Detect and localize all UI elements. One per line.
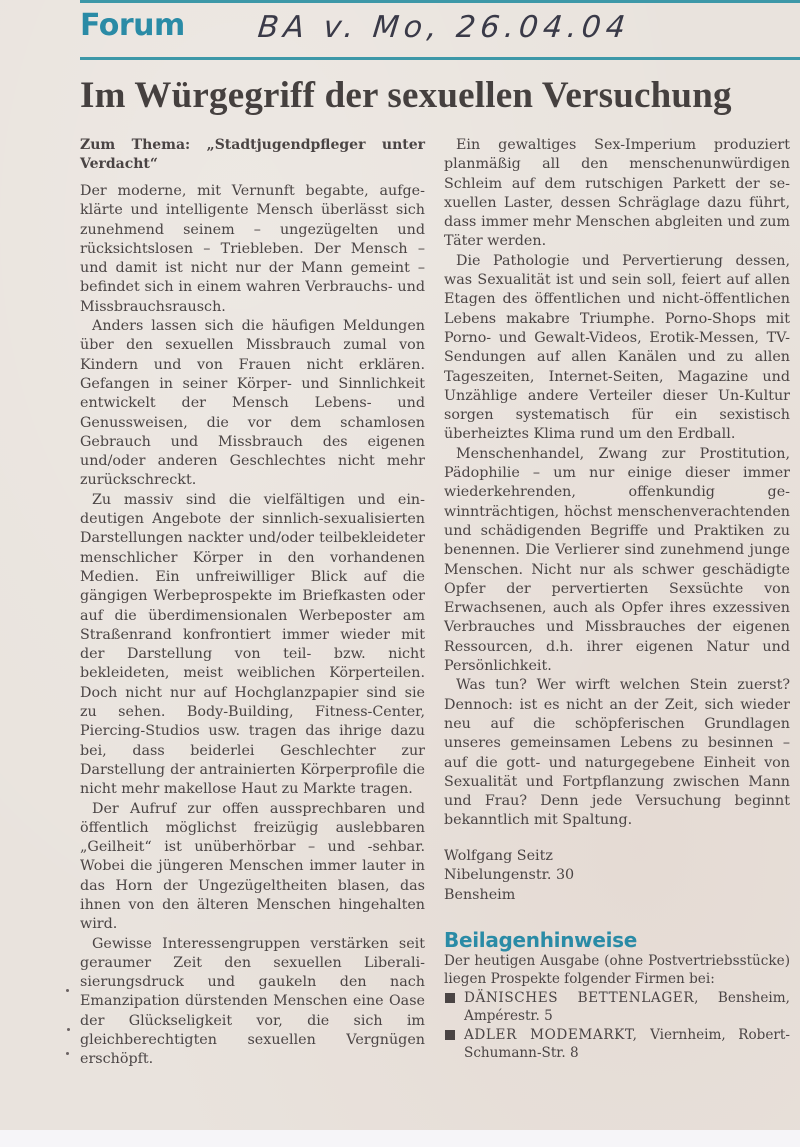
headline: Im Würgegriff der sexuellen Versuchung [80, 75, 732, 116]
author-street: Nibelungenstr. 30 [444, 867, 575, 884]
top-rule [80, 0, 800, 3]
paragraph: Gewisse Interessengruppen verstärken seit geraumer Zeit den sexuellen Liberalisierungsdruck und gaukeln den nach Emanzipation dürstenden Menschen eine Oase der Glückseligkeit vor, die sich im gleichberechtigten sexuellen Vergnügen erschöpft. [80, 935, 425, 1068]
insert-company: ADLER MODEMARKT, [464, 1027, 638, 1044]
paragraph: Anders lassen sich die häufigen Meldungen über den sexuellen Missbrauch zumal von Kindern und von Frauen nicht erklären. Gefangen in seiner Körper- und Sinnlichkeit entwickelt der Mensch Lebens- und Genussweisen, die vor dem schamlosen Gebrauch und Missbrauch des eigenen und/oder anderen Geschlechtes nicht mehr zurückschreckt. [80, 318, 425, 489]
inserts-intro: Der heutigen Ausgabe (ohne Postvertriebsstücke) liegen Prospekte folgender Firmen bei: [444, 953, 790, 988]
article-column-left [80, 136, 425, 1070]
paragraph: Ein gewaltiges Sex-Imperium produziert planmäßig all den menschenunwürdigen Schleim auf dem rutschigen Parkett der sexuellen Laster, dessen Schräglage dazu führt, dass immer mehr Menschen abgleiten und zum Täter werden. [444, 137, 790, 250]
author-city: Bensheim [444, 886, 516, 903]
inserts-notice [444, 928, 790, 1062]
topic-line: Zum Thema: „Stadtjugendpfleger unter Verdacht“ [80, 137, 425, 172]
insert-location: Bensheim, Ampérestr. 5 [464, 990, 790, 1025]
margin-mark [67, 1028, 70, 1031]
article-column-right [444, 136, 790, 1062]
header-rule [80, 57, 800, 60]
author-name: Wolfgang Seitz [444, 847, 553, 864]
insert-location: Viernheim, Robert-Schumann-Str. 8 [464, 1027, 790, 1062]
paragraph: Die Pathologie und Pervertierung dessen, was Sexualität ist und sein soll, feiert auf allen Etagen des öffentlichen und nicht-öffentlichen Lebens makabre Triumphe. Porno-Shops mit Porno- und Gewalt-Videos, Erotik-Messen, TV-Sendungen auf allen Kanälen und zu allen Tageszeiten, Internet-Seiten, Magazine und Unzählige andere Verteiler dieser Un-Kultur sorgen systematisch für ein sexistisch überheiztes Klima rund um den Erdball. [444, 252, 790, 443]
paragraph: Der Aufruf zur offen aussprechbaren und öffentlich möglichst freizügig auslebbaren „Geilheit“ ist unüberhörbar – und -sehbar. Wobei die jüngeren Menschen immer lauter in das Horn der Ungezügeltheiten blasen, das ihnen von den älteren Menschen hingehalten wird. [80, 800, 425, 933]
paragraph: Menschenhandel, Zwang zur Prostitution, Pädophilie – um nur einige dieser immer wiederkehrenden, offenkundig gewinnträchtigen, höchst menschenverachtenden und schädigenden Begriffe und Praktiken zu benennen. Die Verlierer sind zunehmend junge Menschen. Nicht nur als schwer geschädigte Opfer der pervertierten Sexsüchte von Erwachsenen, auch als Opfer ihres exzessiven Verbrauches und Missbrauches der eigenen Ressourcen, d.h. ihrer eigenen Natur und Persönlichkeit. [444, 445, 790, 675]
author-signature [444, 847, 790, 906]
square-bullet-icon [445, 993, 455, 1003]
margin-mark [66, 989, 69, 992]
margin-mark [66, 1052, 69, 1055]
inserts-title: Beilagenhinweise [444, 928, 638, 953]
insert-company: DÄNISCHES BETTENLAGER, [464, 990, 700, 1007]
paragraph: Zu massiv sind die vielfältigen und eindeutigen Angebote der sinnlich-sexualisierten Darstellungen nackter und/oder teilbekleideter menschlicher Körper in den vorhandenen Medien. Ein unfreiwilliger Blick auf die gängigen Werbeprospekte im Briefkasten oder auf die überdimensionalen Werbeposter am Straßenrand konfrontiert immer wieder mit der Darstellung von teil- bzw. nicht bekleideten, meist weiblichen Körperteilen. Doch nicht nur auf Hochglanzpapier sind sie zu sehen. Body-Building, Fitness-Center, Piercing-Studios usw. tragen das ihrige dazu bei, dass beiderlei Geschlechter zur Darstellung der antrainierten Körperprofile die nicht mehr makellose Haut zu Markte tragen. [80, 491, 425, 798]
paragraph: Der moderne, mit Vernunft begabte, aufgeklärte und intelligente Mensch überlässt sich zunehmend seinem – ungezügelten und rücksichtslosen – Triebleben. Der Mensch – und damit ist nicht nur der Mann gemeint – befindet sich in einem wahren Verbrauchs- und Missbrauchsrausch. [80, 183, 425, 315]
paragraph: Was tun? Wer wirft welchen Stein zuerst? Dennoch: ist es nicht an der Zeit, sich wieder neu auf die schöpferischen Grundlagen unseres gemeinsamen Lebens zu besinnen – auf die gott- und naturgegebene Einheit von Sexualität und Fortpflanzung zwischen Mann und Frau? Denn jede Versuchung beginnt bekanntlich mit Spaltung. [444, 677, 790, 829]
section-label: Forum [80, 8, 185, 43]
insert-item [444, 1026, 790, 1062]
square-bullet-icon [445, 1030, 455, 1040]
insert-item [444, 989, 790, 1025]
handwritten-date-note: BA v. Mo, 26.04.04 [256, 10, 632, 45]
